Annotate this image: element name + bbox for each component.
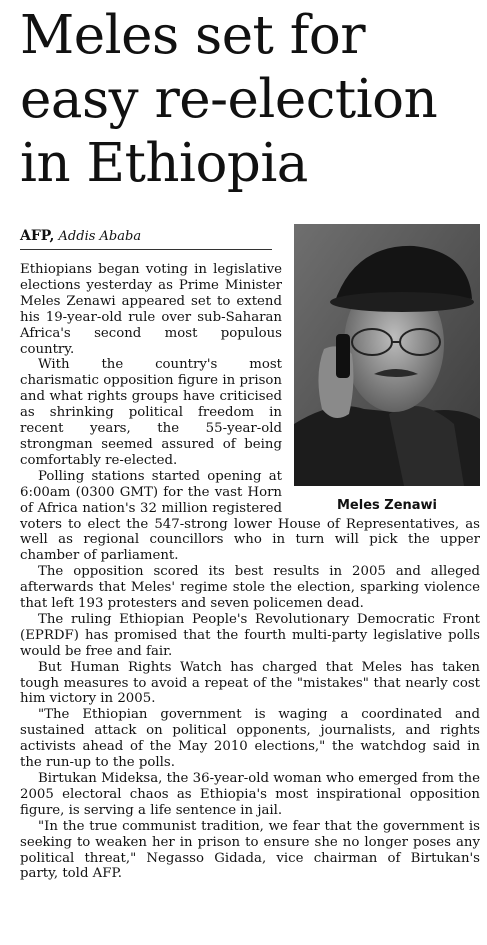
paragraph: The ruling Ethiopian People's Revolutionary Democratic Front (EPRDF) has promised that the fourth multi-party legislative polls would be free and fair. bbox=[20, 611, 480, 659]
headline-line-2: easy re-election bbox=[20, 69, 438, 130]
article-body bbox=[20, 262, 480, 882]
byline-agency: AFP, bbox=[20, 228, 55, 244]
paragraph: Birtukan Mideksa, the 36-year-old woman who emerged from the 2005 electoral chaos as Ethiopia's most inspirational opposition figure, is serving a life sentence in jail. bbox=[20, 771, 480, 818]
paragraph: "In the true communist tradition, we fear that the government is seeking to weaken her in prison to ensure she no longer poses any political threat," Negasso Gidada, vice chairman of Birtukan's party, told AFP. bbox=[20, 818, 480, 882]
paragraph: But Human Rights Watch has charged that Meles has taken tough measures to avoid a repeat of the "mistakes" that nearly cost him victory in 2005. bbox=[20, 659, 480, 707]
photo-caption: Meles Zenawi bbox=[336, 498, 438, 513]
headline-line-1: Meles set for bbox=[20, 5, 366, 66]
paragraph: Polling stations started opening at 6:00am (0300 GMT) for the vast Horn of Africa nation's 32 million registered voters to elect the 547-strong lower House of Representatives, as well as regional councillors who in turn will pick the upper chamber of parliament. bbox=[20, 468, 480, 564]
byline-place: Addis Ababa bbox=[58, 229, 142, 244]
byline bbox=[20, 228, 272, 250]
headline bbox=[20, 4, 485, 196]
paragraph: Ethiopians began voting in legislative elections yesterday as Prime Minister Meles Zenawi appeared set to extend his 19-year-old rule over sub-Saharan Africa's second most populous country. bbox=[20, 262, 282, 357]
paragraph: With the country's most charismatic opposition figure in prison and what rights groups have criticised as shrinking political freedom in recent years, the 55-year-old strongman seemed assured of being comfortably re-elected. bbox=[20, 357, 282, 468]
paragraph: The opposition scored its best results in 2005 and alleged afterwards that Meles' regime stole the election, sparking violence that left 193 protesters and seven policemen dead. bbox=[20, 564, 480, 612]
photo-float-spacer bbox=[282, 262, 480, 514]
headline-line-3: in Ethiopia bbox=[20, 133, 308, 194]
paragraph: "The Ethiopian government is waging a coordinated and sustained attack on political opponents, journalists, and rights activists ahead of the May 2010 elections," the watchdog said in the run-up to the polls. bbox=[20, 707, 480, 771]
